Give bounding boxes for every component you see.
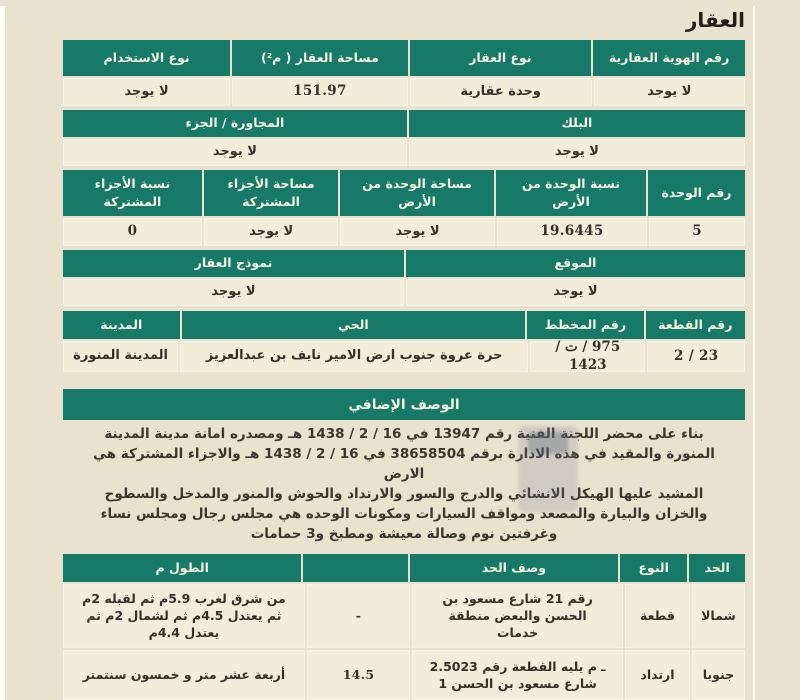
unit-number-value: 5 [649, 218, 745, 246]
band-parcel [63, 311, 745, 372]
boundary-desc-col-label: وصف الحد [410, 554, 618, 582]
shared-parts-area-label: مساحة الأجزاء المشتركة [204, 170, 338, 216]
unit-land-ratio-value: 19.6445 [497, 218, 648, 246]
location-value: لا يوجد [406, 279, 745, 306]
page-right-edge [753, 6, 755, 700]
property-area-value: 151.97 [232, 78, 408, 106]
block-value: لا يوجد [409, 139, 745, 166]
district-label: الحي [182, 311, 526, 339]
boundary-table-header [63, 554, 745, 582]
shared-parts-ratio-label: نسبة الأجزاء المشتركة [63, 170, 202, 216]
shared-parts-area-value: لا يوجد [204, 218, 338, 246]
south-description: ـ م يليه القطعة رقم 2.5023 شارع مسعود بن الحسن 1 [412, 650, 623, 700]
neighborhood-part-value: لا يوجد [63, 139, 407, 166]
south-length-number: 14.5 [307, 650, 410, 700]
south-length-text: أربعة عشر متر و خمسون سنتمتر [63, 650, 305, 700]
property-type-value: وحدة عقارية [410, 78, 592, 106]
city-label: المدينة [63, 311, 180, 339]
property-id-value: لا يوجد [594, 78, 745, 106]
property-id-label: رقم الهوية العقارية [593, 40, 745, 76]
city-value: المدينة المنورة [63, 341, 178, 372]
description-line: والخزان والبيارة والمصعد ومواقف السيارات ومكونات الوحده هي مجلس رجال ومجلس نساء [100, 506, 708, 522]
north-boundary: شمالا [692, 584, 745, 648]
neighborhood-part-label: المجاورة / الجزء [63, 110, 407, 137]
parcel-number-label: رقم القطعة [646, 311, 745, 339]
length-num-col-label [303, 554, 407, 582]
north-type: قطعة [625, 584, 690, 648]
boundary-table [63, 554, 745, 700]
usage-type-value: لا يوجد [63, 78, 230, 106]
unit-number-label: رقم الوحدة [648, 170, 745, 216]
band-unit [63, 170, 745, 246]
plan-number-value: 975 / ت / 1423 [530, 341, 645, 372]
block-label: البلك [409, 110, 745, 137]
property-model-label: نموذج العقار [63, 250, 404, 277]
band-block [63, 110, 745, 166]
additional-description-text [63, 424, 745, 544]
unit-land-ratio-label: نسبة الوحدة من الأرض [496, 170, 646, 216]
description-line: وغرفتين نوم وصالة معيشة ومطبخ و3 حمامات [250, 526, 558, 542]
band-location [63, 250, 745, 306]
north-length-text: من شرق لغرب 5.9م ثم لقبله 2م ثم يعتدل 4.5م ثم لشمال 2م ثم يعتدل 4.4م [63, 584, 305, 648]
unit-land-area-value: لا يوجد [340, 218, 494, 246]
additional-description-header: الوصف الإضافي [63, 389, 745, 420]
property-model-value: لا يوجد [63, 279, 404, 306]
description-line: المشيد عليها الهيكل الانشائي والدرج والسور والارتداد والحوش والمنور والمدخل والسطوح [104, 486, 704, 502]
page-left-edge [0, 6, 5, 700]
property-sheet [0, 6, 800, 700]
description-line: بناء على محضر اللجنة الفنية رقم 13947 في 16 / 2 / 1438 هـ ومصدره امانة مدينة المدينة [104, 426, 704, 442]
boundary-col-label: الحد [689, 554, 745, 582]
plan-number-label: رقم المخطط [527, 311, 644, 339]
south-type: ارتداد [625, 650, 690, 700]
length-col-label: الطول م [63, 554, 301, 582]
parcel-number-value: 23 / 2 [647, 341, 745, 372]
unit-land-area-label: مساحة الوحدة من الأرض [340, 170, 494, 216]
property-type-label: نوع العقار [410, 40, 592, 76]
north-description: رقم 21 شارع مسعود بن الحسن والبعض منطقة خدمات [412, 584, 623, 648]
page-title: العقار [685, 8, 745, 32]
description-line: المنورة والمقيد في هذه الادارة برقم 38658504 في 16 / 2 / 1438 هـ والاجزاء المشتركة هي الارض [93, 446, 715, 482]
type-col-label: النوع [620, 554, 687, 582]
usage-type-label: نوع الاستخدام [63, 40, 230, 76]
boundary-row-south [63, 650, 745, 700]
band-property-main [63, 40, 745, 106]
north-length-number: - [307, 584, 410, 648]
south-boundary: جنوبا [692, 650, 745, 700]
location-label: الموقع [406, 250, 745, 277]
shared-parts-ratio-value: 0 [63, 218, 202, 246]
boundary-row-north [63, 584, 745, 648]
property-area-label: مساحة العقار ( م²) [232, 40, 407, 76]
district-value: حرة عروة جنوب ارض الامير نايف بن عبدالعزيز [180, 341, 528, 372]
